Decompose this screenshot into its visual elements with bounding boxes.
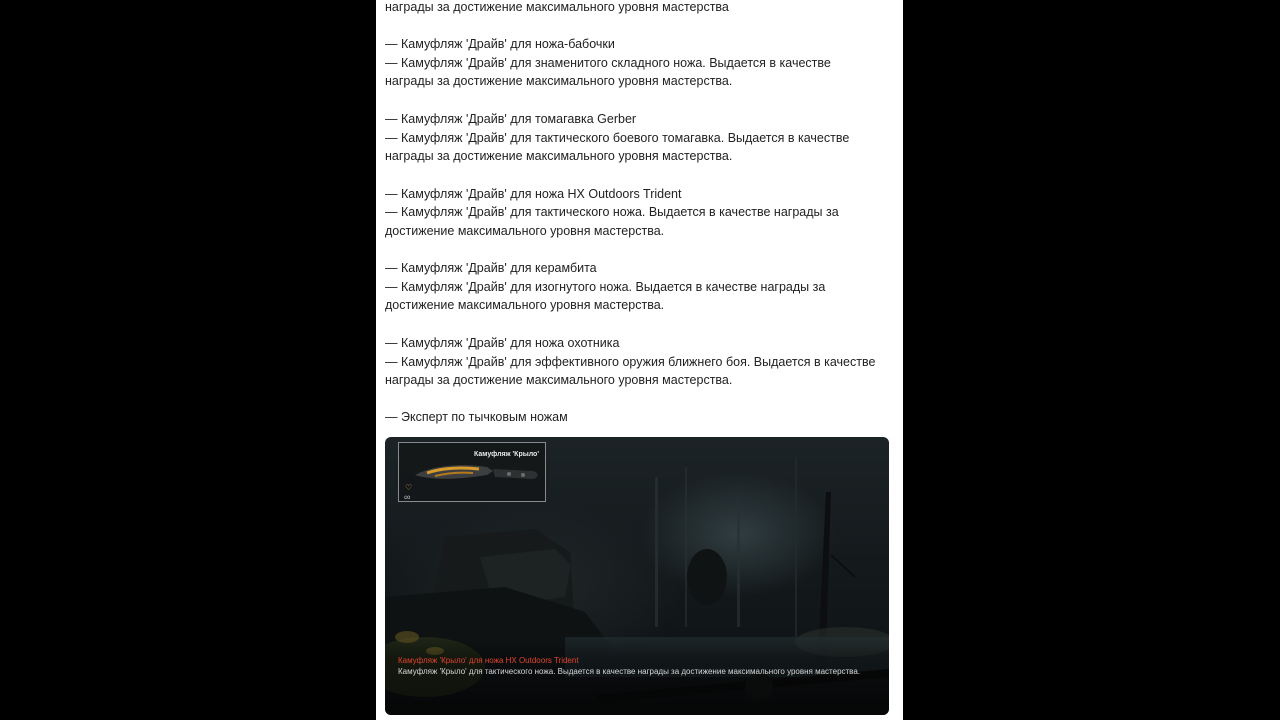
knife-icon [413,459,543,487]
article-line: награды за достижение максимального уровня мастерства. [385,373,733,387]
caption-description: Камуфляж 'Крыло' для тактического ножа. Выдается в качестве награды за достижение максимального уровня мастерства. [398,667,861,676]
article-line: — Камуфляж 'Драйв' для изогнутого ножа. Выдается в качестве награды за [385,280,826,294]
article-line: — Камуфляж 'Драйв' для знаменитого складного ножа. Выдается в качестве [385,56,831,70]
caption-title: Камуфляж 'Крыло' для ножа HX Outdoors Trident [398,656,579,665]
game-screenshot[interactable] [385,437,889,715]
article-line: — Камуфляж 'Драйв' для ножа охотника [385,336,620,350]
item-caption [385,639,889,715]
article-line: — Камуфляж 'Драйв' для тактического боевого томагавка. Выдается в качестве [385,131,850,145]
article-line: достижение максимального уровня мастерства. [385,224,665,238]
article-line: — Камуфляж 'Драйв' для ножа HX Outdoors Trident [385,187,682,201]
article-line: — Камуфляж 'Драйв' для керамбита [385,261,597,275]
article-line: — Камуфляж 'Драйв' для томагавка Gerber [385,112,637,126]
article-line: — Камуфляж 'Драйв' для ножа-бабочки [385,37,615,51]
article-line: — Камуфляж 'Драйв' для эффективного оружия ближнего боя. Выдается в качестве [385,355,876,369]
article-line: награды за достижение максимального уровня мастерства [385,0,729,14]
heart-icon: ♡ [405,483,413,492]
article-page [376,0,903,720]
article-line: награды за достижение максимального уровня мастерства. [385,74,733,88]
item-title: Камуфляж 'Крыло' [473,451,539,458]
item-tooltip-card [398,442,546,502]
article-line: — Камуфляж 'Драйв' для тактического ножа. Выдается в качестве награды за [385,205,839,219]
infinity-icon: ∞ [404,492,411,502]
article-line: достижение максимального уровня мастерства. [385,298,665,312]
article-line: — Эксперт по тычковым ножам [385,410,568,424]
article-line: награды за достижение максимального уровня мастерства. [385,149,733,163]
